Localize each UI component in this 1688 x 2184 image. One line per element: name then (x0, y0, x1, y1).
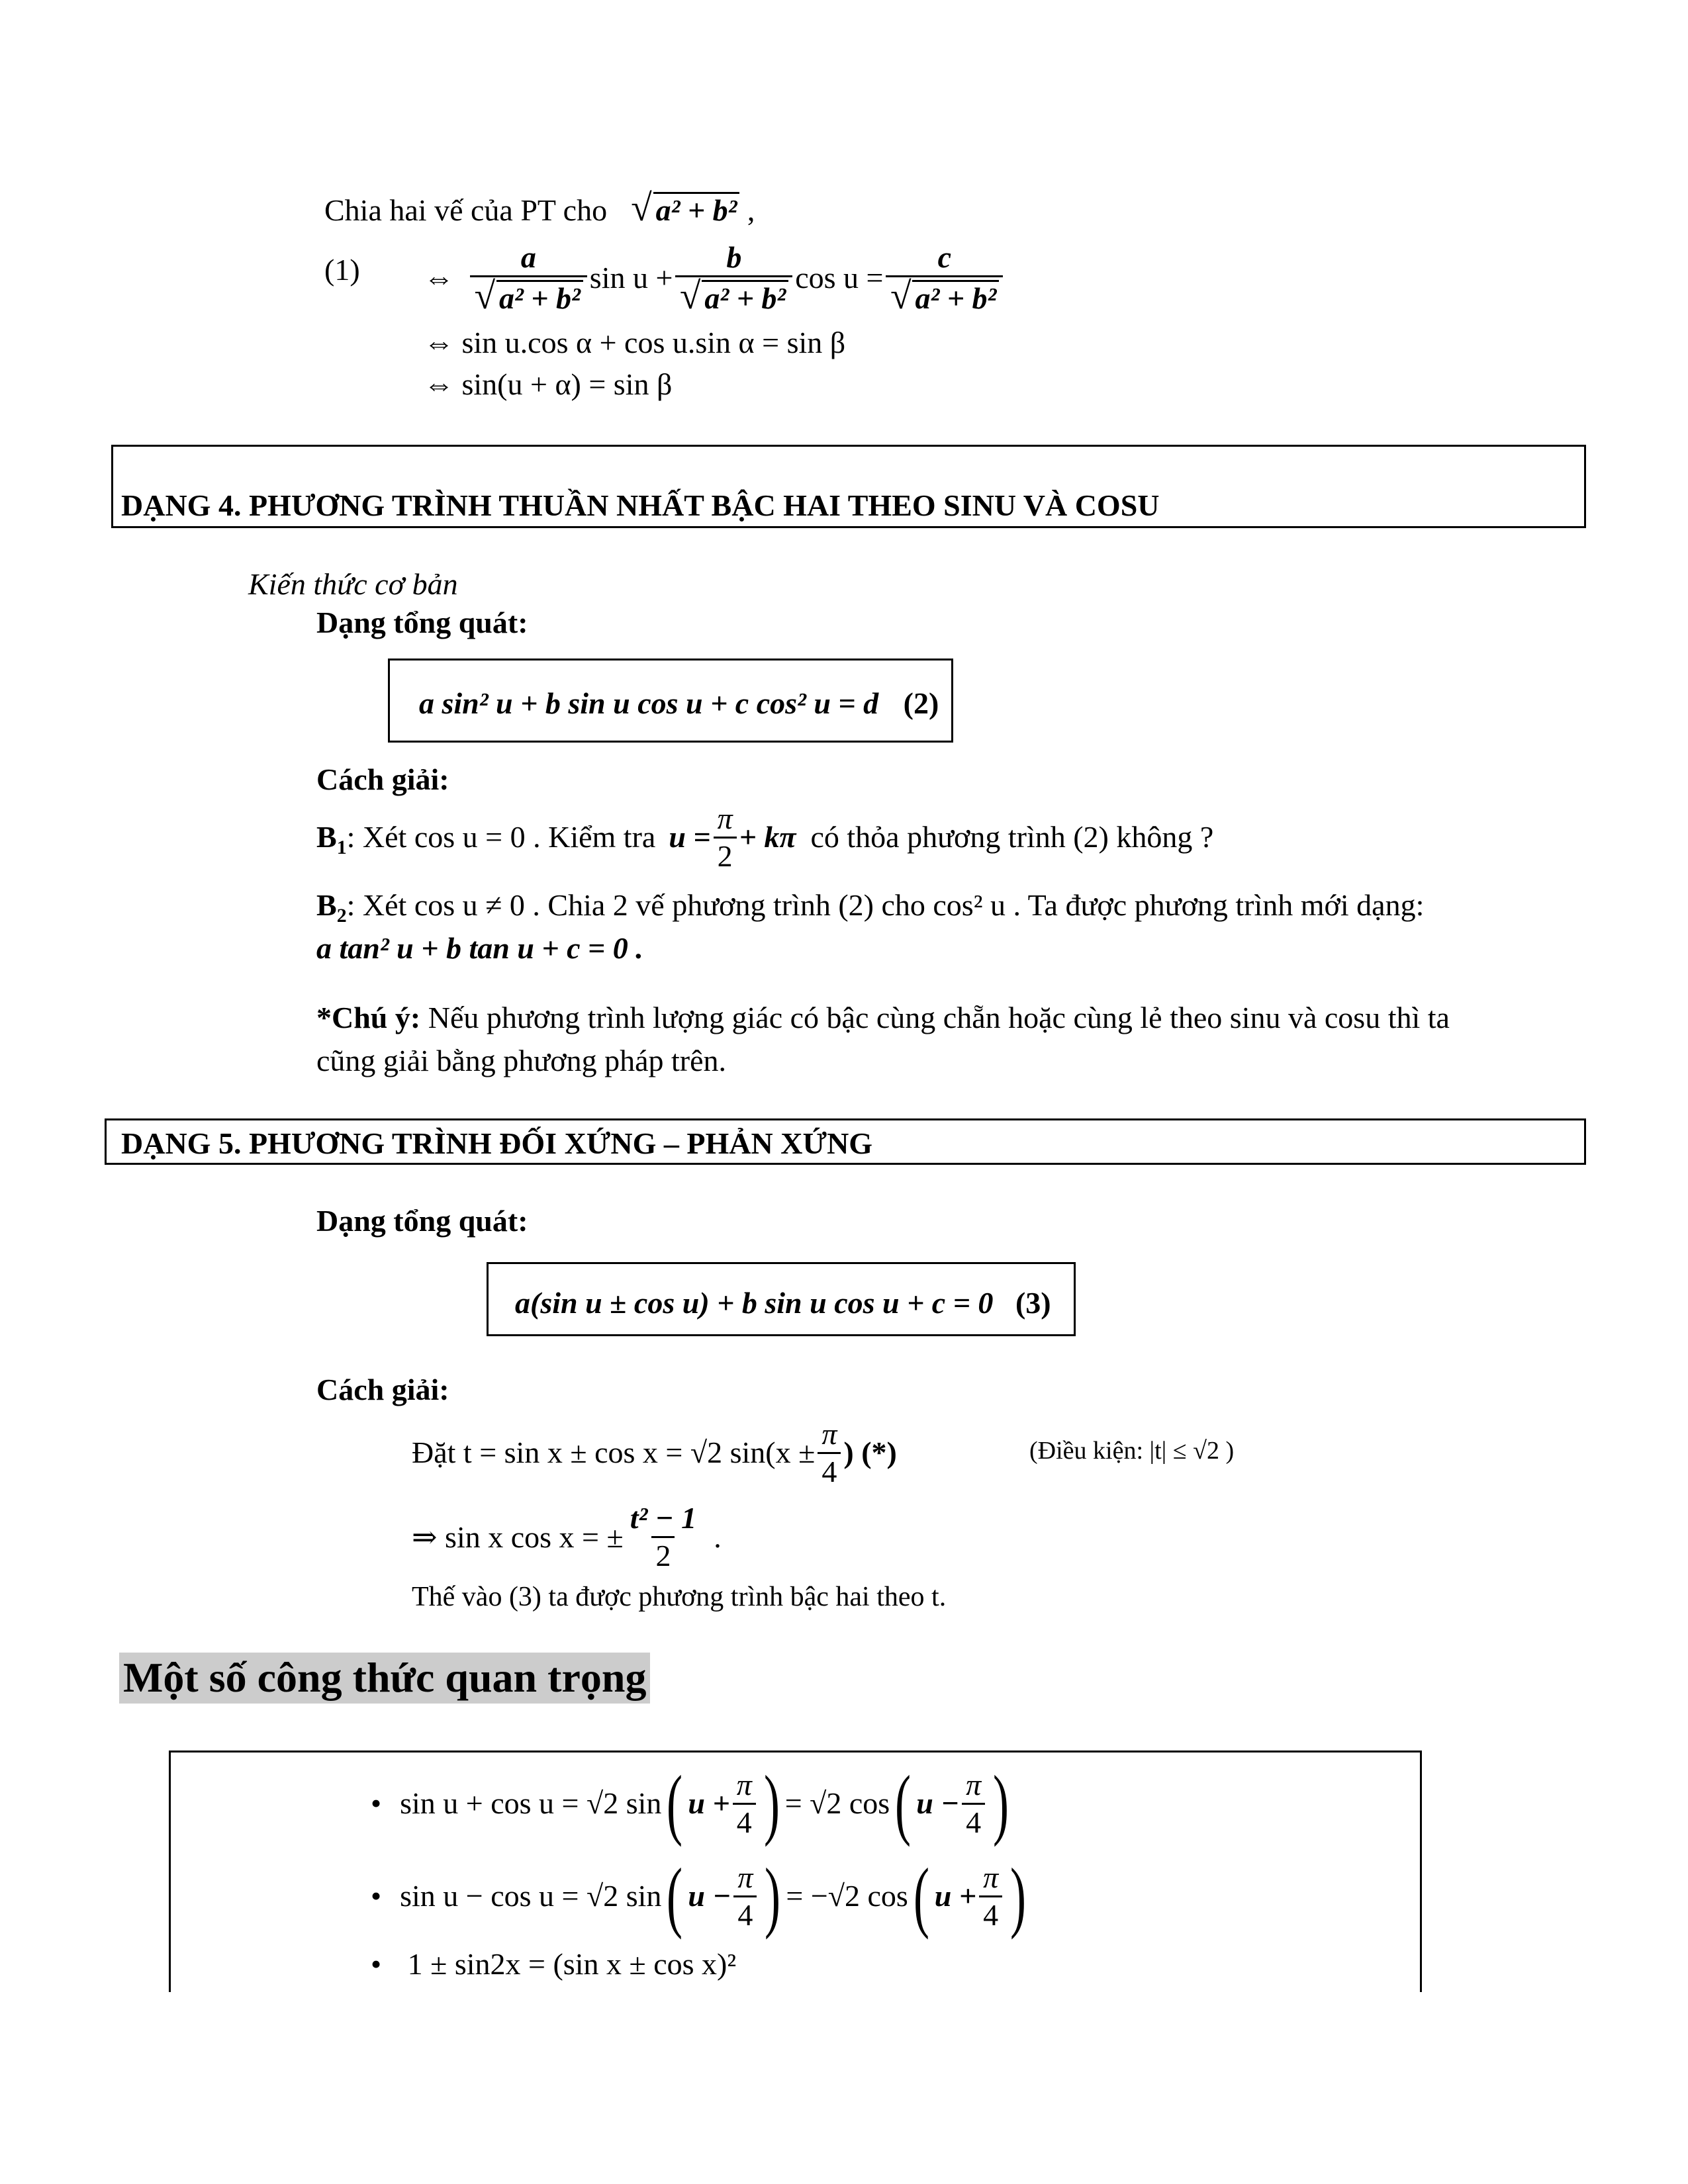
b1-label: $B_1$ (316, 820, 347, 859)
intro-line (324, 187, 755, 229)
u-plus: u + (688, 1786, 730, 1820)
bullet: • (371, 1879, 382, 1913)
two: 2 (714, 837, 737, 872)
two: 2 (651, 1536, 675, 1571)
b2-label: $B_2$ (316, 888, 347, 927)
pi: π (821, 1416, 837, 1451)
four: 4 (979, 1895, 1002, 1931)
fraction-a (470, 240, 587, 317)
four: 4 (733, 1895, 757, 1931)
four: 4 (962, 1803, 985, 1838)
dang-tong-quat-label: Dạng tổng quát: (316, 606, 528, 639)
formula-2 (371, 1852, 1031, 1940)
bullet: • (371, 1786, 382, 1820)
pi: π (983, 1860, 999, 1894)
dang4-formula (419, 688, 939, 719)
dang5-formula (515, 1288, 1051, 1318)
formula-text: a(sin u ± cos u) + b sin u cos u + c = 0 (515, 1286, 994, 1320)
step-b1 (316, 801, 1213, 874)
dang5-tong-quat-label: Dạng tổng quát: (316, 1204, 528, 1238)
dang5-formula-box (487, 1262, 1076, 1336)
b2-equation: a tan² u + b tan u + c = 0 . (316, 931, 643, 965)
fraction-b (675, 240, 792, 317)
step-b2 (316, 888, 1425, 927)
equation-1 (424, 235, 1006, 321)
dieu-kien: (Điều kiện: |t| ≤ √2 ) (1029, 1437, 1235, 1465)
sqrt-content: a² + b² (702, 280, 788, 314)
b1-text-2: có thỏa phương trình (2) không ? (810, 820, 1214, 854)
fraction-c (886, 240, 1003, 317)
sinu-plus: sin u + (589, 261, 673, 295)
paren-close: ) (763, 1759, 780, 1847)
formula-text: a sin² u + b sin u cos u + c cos² u = d (419, 686, 879, 720)
pi: π (717, 801, 733, 835)
equation-line-3: ⇔ sin u.cos α + cos u.sin α = sin β (424, 326, 846, 359)
paren-open: ( (895, 1759, 912, 1847)
b2-text: : Xét cos u ≠ 0 . Chia 2 vế phương trình (2) cho cos² u . Ta được phương trình mới dạng: (346, 888, 1425, 922)
note-text-1: Nếu phương trình lượng giác có bậc cùng chẵn hoặc cùng lẻ theo sinu và cosu thì ta (428, 1001, 1450, 1034)
kien-thuc-heading: Kiến thức cơ bản (248, 567, 458, 601)
radical-sign: √ (630, 187, 652, 229)
equation-line-4: ⇔ sin(u + α) = sin β (424, 367, 673, 401)
dot: . (714, 1520, 722, 1554)
numerator-b: b (726, 240, 742, 274)
u-minus: u − (688, 1879, 731, 1913)
b1-u-equals: u = (669, 820, 711, 854)
cach-giai-label: Cách giải: (316, 762, 449, 796)
dang4-formula-box (388, 659, 953, 743)
f3-text: 1 ± sin2x = (sin x ± cos x)² (407, 1947, 737, 1981)
formula-1 (371, 1759, 1014, 1847)
dang4-title-box (111, 445, 1586, 528)
pi-over-2 (714, 803, 737, 872)
formula-3 (371, 1949, 736, 1979)
b1-text: : Xét cos u = 0 . Kiểm tra (346, 820, 656, 854)
paren-open: ( (913, 1852, 929, 1940)
dat-line (412, 1416, 897, 1489)
pi-over-4 (733, 1862, 757, 1931)
sqrt-content: a² + b² (496, 280, 583, 314)
pi-over-4 (979, 1862, 1002, 1931)
pi-over-4 (962, 1767, 985, 1839)
paren-close: ) (1010, 1852, 1027, 1940)
dat-text: Đặt t = sin x ± cos x = √2 sin(x ± (412, 1435, 816, 1469)
sqrt-content: a² + b² (653, 192, 740, 226)
u-plus: u + (934, 1879, 977, 1913)
paren-open: ( (667, 1852, 683, 1940)
f2-left: sin u − cos u = √2 sin (400, 1879, 662, 1913)
dang5-title: DẠNG 5. PHƯƠNG TRÌNH ĐỐI XỨNG – PHẢN XỨNG (121, 1126, 873, 1160)
numerator-a: a (520, 240, 536, 274)
dang5-title-box (105, 1118, 1586, 1165)
dat-close: ) (*) (843, 1435, 897, 1469)
f2-mid: = −√2 cos (786, 1879, 908, 1913)
t-fraction (626, 1503, 700, 1571)
paren-close: ) (765, 1852, 781, 1940)
formulas-heading: Một số công thức quan trọng (119, 1653, 650, 1704)
numerator-c: c (937, 240, 952, 274)
pi-over-4 (733, 1767, 756, 1839)
sqrt-den: √ a² + b² (474, 280, 583, 314)
formula-tag: (3) (1015, 1286, 1051, 1320)
iff-symbol: ⇔ (424, 261, 454, 295)
paren-close: ) (993, 1759, 1009, 1847)
numerator-t: t² − 1 (630, 1501, 697, 1535)
four: 4 (733, 1803, 756, 1838)
note-line-2: cũng giải bằng phương pháp trên. (316, 1044, 727, 1077)
four: 4 (818, 1452, 841, 1487)
sqrt-expression (630, 187, 740, 229)
equation-label-1: (1) (324, 253, 360, 287)
sqrt-den: √ a² + b² (890, 280, 999, 314)
sqrt-den: √ a² + b² (679, 280, 788, 314)
intro-text: Chia hai vế của PT cho (324, 193, 608, 227)
u-minus: u − (916, 1786, 960, 1820)
sqrt-content: a² + b² (912, 280, 999, 314)
f1-left: sin u + cos u = √2 sin (400, 1786, 662, 1820)
note-line-1 (316, 1003, 1450, 1033)
comma: , (747, 193, 755, 227)
pi: π (737, 1860, 753, 1894)
pi: π (966, 1767, 982, 1801)
f1-mid: = √2 cos (784, 1786, 890, 1820)
pi-over-4 (818, 1416, 841, 1488)
implies-text: ⇒ sin x cos x = ± (412, 1520, 624, 1554)
note-label: *Chú ý: (316, 1001, 421, 1034)
cosu-equals: cos u = (795, 261, 884, 295)
dang4-title: DẠNG 4. PHƯƠNG TRÌNH THUẦN NHẤT BẬC HAI THEO SINU VÀ COSU (121, 488, 1160, 522)
the-vao-line: Thế vào (3) ta được phương trình bậc hai theo t. (412, 1582, 947, 1612)
formula-tag: (2) (903, 686, 939, 720)
bullet: • (371, 1947, 382, 1981)
implies-line (412, 1499, 722, 1575)
k-pi: + kπ (739, 820, 796, 854)
dang5-cach-giai-label: Cách giải: (316, 1373, 449, 1406)
pi: π (736, 1767, 752, 1801)
paren-open: ( (667, 1759, 683, 1847)
